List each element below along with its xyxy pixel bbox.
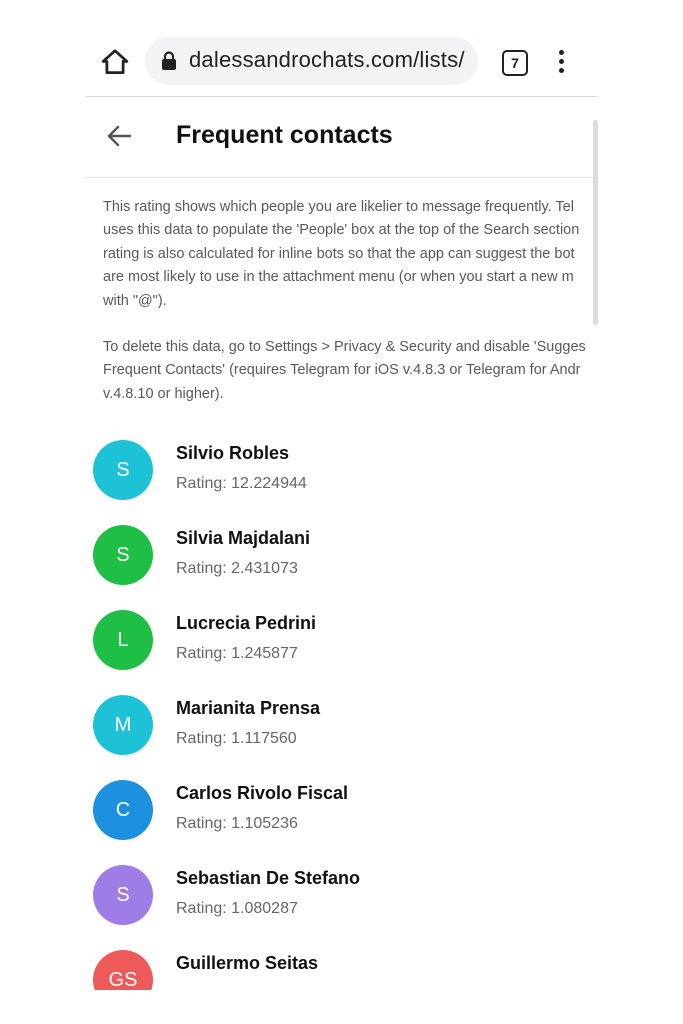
description-line: rating is also calculated for inline bots so that the app can suggest the bot <box>103 245 575 262</box>
description-paragraph <box>103 196 598 313</box>
description-line: This rating shows which people you are likelier to message frequently. Tel <box>103 199 574 215</box>
contact-rating: Rating: 1.245877 <box>176 645 298 662</box>
contact-name: Carlos Rivolo Fiscal <box>176 783 349 803</box>
contact-name: Guillermo Seitas <box>176 953 319 973</box>
avatar: C <box>93 780 153 840</box>
description-line: with "@"). <box>103 292 167 309</box>
page-title: Frequent contacts <box>176 121 393 149</box>
url-text[interactable]: dalessandrochats.com/lists/ <box>189 47 465 72</box>
description-line: Frequent Contacts' (requires Telegram for iOS v.4.8.3 or Telegram for Andr <box>103 362 581 379</box>
avatar: S <box>93 525 153 585</box>
contact-item[interactable] <box>93 695 598 765</box>
contact-name: Silvia Majdalani <box>176 528 311 548</box>
contact-item[interactable] <box>93 950 598 990</box>
contact-item[interactable] <box>93 610 598 680</box>
home-icon[interactable] <box>100 47 130 77</box>
arrow-back-icon[interactable] <box>105 123 133 149</box>
avatar: M <box>93 695 153 755</box>
contact-name: Sebastian De Stefano <box>176 868 361 888</box>
page-header <box>85 97 598 178</box>
delete-instructions-paragraph <box>103 336 598 406</box>
contact-rating: Rating: 1.105236 <box>176 815 298 832</box>
tab-switcher-button[interactable]: 7 <box>502 50 528 76</box>
description-line: uses this data to populate the 'People' box at the top of the Search section <box>103 222 580 239</box>
avatar: S <box>93 440 153 500</box>
more-vert-icon[interactable] <box>559 50 565 76</box>
contact-name: Lucrecia Pedrini <box>176 613 317 633</box>
address-bar[interactable] <box>145 37 478 85</box>
contact-item[interactable] <box>93 440 598 510</box>
lock-icon[interactable] <box>159 50 179 72</box>
contact-item[interactable] <box>93 865 598 935</box>
description-line: v.4.8.10 or higher). <box>103 385 224 402</box>
contact-item[interactable] <box>93 780 598 850</box>
contact-rating: Rating: 1.117560 <box>176 730 297 747</box>
contact-rating: Rating: 1.080287 <box>176 900 298 917</box>
browser-toolbar <box>85 30 598 97</box>
avatar: GS <box>93 950 153 990</box>
avatar: S <box>93 865 153 925</box>
contact-rating: Rating: 12.224944 <box>176 475 307 492</box>
description-line: are most likely to use in the attachment menu (or when you start a new m <box>103 269 574 286</box>
contact-rating: Rating: 2.431073 <box>176 560 298 577</box>
contact-name: Silvio Robles <box>176 443 290 463</box>
avatar: L <box>93 610 153 670</box>
contact-name: Marianita Prensa <box>176 698 321 718</box>
contact-item[interactable] <box>93 525 598 595</box>
description-line: To delete this data, go to Settings > Privacy & Security and disable 'Sugges <box>103 339 586 355</box>
